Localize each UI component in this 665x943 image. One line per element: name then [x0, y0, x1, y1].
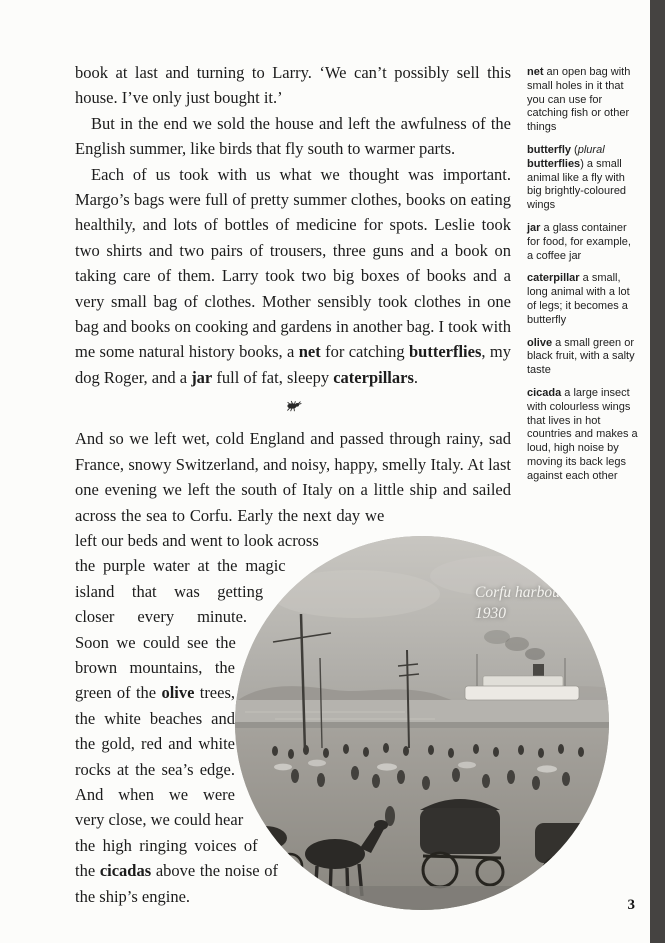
photo-caption	[475, 582, 568, 624]
photo-caption-line2: 1930	[475, 605, 506, 622]
paragraph-2: But in the end we sold the house and left the awfulness of the English summer, like birds that fly south to warmer parts.	[75, 113, 511, 159]
paragraph-3: Each of us took with us what we thought was important. Margo’s bags were full of pretty summer clothes, books on eating healthily, and lots of bottles of medicine for spots. Leslie took two shirts and two pairs of trousers, three guns and a book on taking care of them. Larry took two big boxes of books and a very small bag of clothes. Mother sensibly took clothes in one bag and books on cooking and gardens in another bag. I took with me some natural history books, a net for catching butterflies, my dog Roger, and a jar full of fat, sleepy caterpillars.	[75, 164, 511, 387]
insect-ornament-icon	[75, 398, 511, 416]
glossary-sidebar	[527, 66, 639, 493]
page-number: 3	[627, 897, 635, 913]
glossary-entry-olive: olive a small green or black fruit, with a salty taste	[527, 336, 635, 377]
glossary-entry-net: net an open bag with small holes in it that you can use for catching fish or other things	[527, 66, 631, 134]
glossary-entry-jar: jar a glass container for food, for example, a coffee jar	[527, 221, 631, 262]
paragraph-1: book at last and turning to Larry. ‘We can’t possibly sell this house. I’ve only just bought it.’	[75, 63, 511, 108]
paragraph-4: And so we left wet, cold England and passed through rainy, sad France, snowy Switzerland, and noisy, happy, smelly Italy. At last one evening we left the south of Italy on a little ship and sailed across the sea to Corfu. Early the next day we left our beds and went to look across the purple water at the magic island that was getting closer every minute. Soon we could see the brown mountains, the green of the olive trees, the white beaches and the gold, red and white rocks at the sea’s edge. And when we were very close, we could hear the high ringing voices of the cicadas above the noise of the ship’s engine.	[75, 429, 511, 906]
page-edge-strip	[650, 0, 665, 943]
glossary-entry-cicada: cicada a large insect with colourless wings that lives in hot countries and makes a loud, high noise by moving its back legs against each other	[527, 386, 638, 482]
corfu-harbour-photo	[235, 536, 609, 910]
glossary-entry-butterfly: butterfly (plural butterflies) a small animal like a fly with big brightly-coloured wings	[527, 143, 627, 212]
photo-caption-line1: Corfu harbour,	[475, 584, 569, 601]
glossary-entry-caterpillar: caterpillar a small, long animal with a lot of legs; it becomes a butterfly	[527, 272, 630, 326]
